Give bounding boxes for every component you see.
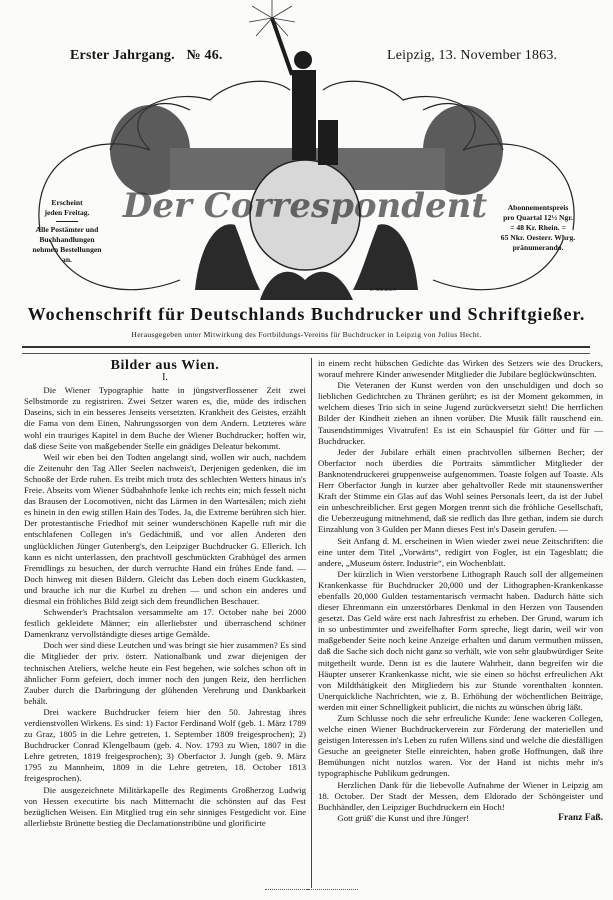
- paragraph: Schwender's Prachtsalon versammelte am 17. October nahe bei 2000 festlich gekleidete Männer; ein allerliebster und überraschend schöner Damenkranz vervollständigte dieses artige Gemälde.: [24, 607, 306, 640]
- paragraph: Seit Anfang d. M. erscheinen in Wien wieder zwei neue Zeitschriften: die eine unter dem Titel „Vorwärts“, redigirt von Fogler, ist ein Tagesblatt; die andere, „Museum österr. Industrie“, ein Wochenblatt.: [318, 535, 603, 568]
- paragraph: Weil wir eben bei den Todten angelangt sind, wollen wir auch, nachdem die Zeitenuhr den Tag Aller Seelen nachweis't, Derjenigen gedenken, die im Schooße der Erde ruhen. Es treibt mich trotz des schlechten Wetters hinaus in's Freie. Abseits vom Wiener Südbahnhofe lenke ich rechts ein; mich fesselt nicht das Brausen der Locomotiven, nicht das Lärmen in den Wartesälen; mich zieht es hinein in den ewig stillen Hain des Todes. Ja, die Extreme berühren sich hier. Der protestantische Friedhof mit seiner wunderschönen Kapelle ruft mir die entschlafenen Collegen in's Gedächtniß, und vor allen Anderen den unglücklichen Jünger Gutenberg's, den Leipziger Buchdrucker G. Ellerich. Ich kann es nicht unterlassen, den prachtvoll geschmückten Grabhügel des armen Fremdlings zu besuchen, der durch verruchte Hand ein frühes Ende fand. — Doch hinweg mit diesen Bildern. Gleicht das Leben doch einem Guckkasten, und brauche ich nur die Kurbel zu drehen — und schon ein anderes und diesmal ein fröhliches Bild zeigt sich dem freundlichen Beschauer.: [24, 451, 306, 606]
- article-column-right: [318, 358, 603, 824]
- gutenberg-figure: [272, 18, 338, 165]
- notice-line: nehmen Bestellungen: [32, 245, 102, 254]
- illustration-credit: E. Mandlach: [370, 288, 396, 293]
- subscription-price-notice: [496, 203, 580, 253]
- notice-line: Erscheint: [51, 198, 83, 207]
- notice-line: 65 Nkr. Oesterr. Whrg.: [500, 233, 576, 242]
- place-date: Leipzig, 13. November 1863.: [387, 48, 558, 63]
- divider: [56, 221, 78, 222]
- notice-line: an.: [62, 255, 72, 264]
- end-ornament: [265, 886, 309, 890]
- paragraph: Die Veteranen der Kunst werden von den unschuldigen und doch so lieblichen Gedichtchen zu Thränen gerührt; es ist der Moment gekommen, in welchem dieses Trio sich in seine Jugend zurückversetzt sieht! Die herrlichen Bilder der Kindheit ziehen an ihnen vorüber. Die Musik fällt rauschend ein. Tausendstimmiges Vivatrufen! Es ist ein Schauspiel für Götter und für — Buchdrucker.: [318, 380, 603, 446]
- editor-line: Herausgegeben unter Mitwirkung des Fortbildungs-Vereins für Buchdrucker in Leipzig von Julius Hecht.: [131, 330, 482, 339]
- notice-line: jeden Freitag.: [44, 208, 90, 217]
- paragraph: Die Wiener Typographie hatte in jüngstverflossener Zeit zwei Selbstmorde zu registriren. Zwei Setzer waren es, die, müde des irdischen Daseins, sich in ein besseres Jenseits versetzten. Krankheit des Geistes, erzählt die Fama von dem Einen, Nahrungssorgen von dem Andern. Letzteres wäre wohl ein trauriges Kapitel in dem Buche der Wiener Buchdrucker; hoffen wir, daß diese Seite von maßgebender Stelle ein gnädiges Deleatur bekommt.: [24, 385, 306, 451]
- notice-line: Abonnementspreis: [507, 203, 569, 212]
- end-ornament: [306, 886, 358, 890]
- author-signature: Franz Faß.: [558, 812, 603, 823]
- paragraph: in einem recht hübschen Gedichte das Wirken des Setzers wie des Druckers, worauf mehrere Kinder anwesender Mitglieder die Jubilare beglückwünschten.: [318, 358, 603, 380]
- paragraph: Drei wackere Buchdrucker feiern hier den 50. Jahrestag ihres verdienstvollen Wirkens. Es sind: 1) Factor Ferdinand Wolf (geb. 1. März 1789 zu Graz, 1805 in die Lehre getreten, 1. September 1809 freigesprochen); 2) Buchdrucker Conrad Klengelbaum (geb. 4. Nov. 1793 zu Wien, 1807 in die Lehre getreten, 1819 freigesprochen); 3) Oberfactor J. Jungh (geb. 9. März 1795 zu Mannheim, 1809 in die Lehre getreten, 18. October 1813 freigesprochen).: [24, 706, 306, 784]
- notice-line: pränumerando.: [512, 243, 564, 252]
- notice-line: Alle Postämter und: [35, 225, 99, 234]
- paragraph: Der kürzlich in Wien verstorbene Lithograph Rauch soll der allgemeinen Krankenkasse für Buchdrucker 20,000 und der Lithographen-Krankenkasse ebenfalls 20,000 Gulden testamentarisch vermacht haben. Dadurch hätte sich dieser Ehrenmann ein unzerstörbares Denkmal in den Herzen von Tausenden gesetzt. Das Geld wäre erst nach Jahresfrist zu erheben. Der Grund, warum ich in so unbestimmter und zweifelhafter Form spreche, liegt darin, weil wir von maßgebender Seite noch keine Anzeige erhalten und darum vermuthen müssen, daß die Sache sich doch nicht ganz so verhält, wie von sehr glaubwürdiger Seite mitgetheilt wurde. Denn ist es die lautere Wahrheit, dann begreifen wir die Häupter unserer Krankenkasse nicht, wie sie einen so höchst erfreulichen Akt von Mildthätigkeit den Mitgliedern bis zur Stunde vorenthalten konnten. Unerquickliche Nachrichten, wie z. B. Erhöhung der wöchentlichen Beiträge, werden mit einer Schnelligkeit publicirt, die nichts zu wünschen übrig läßt.: [318, 568, 603, 712]
- notice-line: pro Quartal 12½ Ngr.: [503, 213, 573, 222]
- closing-text: Gott grüß' die Kunst und ihre Jünger!: [337, 812, 469, 823]
- paragraph: Jeder der Jubilare erhält einen prachtvollen silbernen Becher; der Oberfactor noch überdies die Portraits sämmtlicher Mitglieder der Banknotendruckerei gruppenweise aufgenommen. Toaste folgen auf Toaste. Als Herr Oberfactor Jungh in kurzer aber gehaltvoller Rede mit staunenswerther Kraft der Stimme ein Glas auf das Wohl seines Personals leert, da ist der Jubel ein unbeschreiblicher. Erst gegen Morgen trennt sich die fröhliche Gesellschaft, die Ueberzeugung mitnehmend, daß sie redlich das Ihre gethan, indem sie durch Einzahlung von 3 Gulden per Mann dieses Fest in's Dasein gerufen. —: [318, 446, 603, 535]
- paragraph: Die ausgezeichnete Militärkapelle des Regiments Großherzog Ludwig von Hessen executirte bis nach Mitternacht die schönsten auf das Fest bezüglichen Weisen. Ein Mitglied trug ein sehr sinniges Festgedicht vor. Eine allerliebste Brünette bestieg die Declamationstribüne und glorificirte: [24, 784, 306, 828]
- masthead-logo: Der Correspondent: [122, 186, 488, 226]
- paragraph: Zum Schlusse noch die sehr erfreuliche Kunde: Jene wackeren Collegen, welche einen Wiener Buchdruckerverein zur Förderung der materiellen und geistigen Interessen in's Leben zu rufen Willens sind und welche die diesfälligen Gesuche an geeigneter Stelle einreichten, haben große Hoffnungen, daß ihre Bemühungen nicht nutzlos waren. Vor der Hand ist nichts mehr in's typographische Publikum gedrungen.: [318, 713, 603, 779]
- masthead-subtitle: Wochenschrift für Deutschlands Buchdrucker und Schriftgießer.: [27, 304, 586, 324]
- masthead-double-rule: [22, 346, 590, 354]
- volume: Erster Jahrgang.: [70, 48, 175, 63]
- column-divider: [311, 358, 312, 888]
- article-part: I.: [162, 372, 168, 384]
- article-column-left: [24, 358, 306, 829]
- notice-line: = 48 Kr. Rhein. =: [510, 223, 566, 232]
- notice-line: Buchhandlungen: [39, 235, 95, 244]
- light-rays: [249, 0, 295, 36]
- paragraph: Doch wer sind diese Leutchen und was bringt sie hier zusammen? Es sind die Mitglieder der priv. österr. Nationalbank und zwar diejenigen der technischen Ateliers, welche heute ein Fest begehen, wie solches schon oft in ähnlicher Form gefeiert, doch immer noch den jungen Reiz, den herrlichen Zauber durch die Darbringung der glühenden Verehrung und Dankbarkeit behält.: [24, 640, 306, 706]
- paragraph: Herzlichen Dank für die liebevolle Aufnahme der Wiener in Leipzig am 18. October. Der Stadt der Messen, dem Eldorado der Schöngeister und Buchhändler, den Leipziger Buchdruckern ein Hoch!: [318, 779, 603, 812]
- closing-line: [318, 813, 603, 824]
- issue-number: № 46.: [186, 48, 223, 63]
- publication-notice: [30, 198, 104, 265]
- masthead-illustration: [30, 0, 583, 300]
- article-title: Bilder aus Wien.: [110, 358, 220, 373]
